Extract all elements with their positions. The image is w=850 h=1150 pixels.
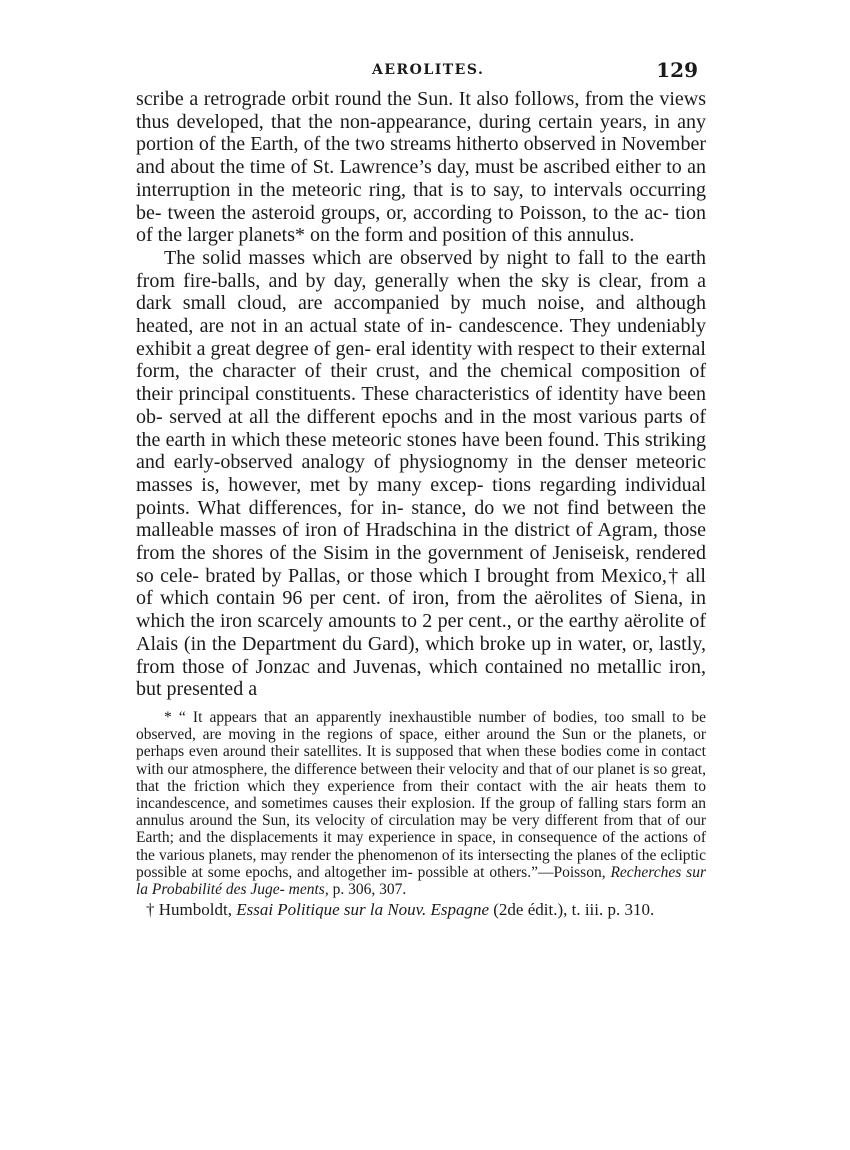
paragraph-2-end: all of which contain 96 per cent. of iron, from the aërolites of Siena, in which the iron scarcely amounts to 2 per cent., or the earthy aërolite of Alais (in the Department du Gard), which broke up in water, or, lastly, from those of Jonzac and Juvenas, which contained no metallic iron, but presented a <box>136 564 706 701</box>
footnote-2-mark: † Humboldt, <box>146 900 237 920</box>
footnote-1-mark: * “ <box>164 708 186 726</box>
footnote-ref-asterisk: * <box>295 224 306 247</box>
page-header <box>136 58 706 88</box>
footnote-1-end: p. 306, 307. <box>328 881 407 899</box>
book-page <box>136 58 706 919</box>
paragraph-2-text: The solid masses which are observed by night to fall to the earth from fire-balls, and by day, generally when the sky is clear, from a dark small cloud, are accompanied by much noise, and although heated, are not in an actual state of in- candescence. They undeniably exhibit a great degree of gen- eral identity with respect to their external form, the character of their crust, and the chemical composition of their principal constituents. These characteristics of identity have been ob- served at all the different epochs and in the most various parts of the earth in which these meteoric stones have been found. This striking and early-observed analogy of physiognomy in the denser meteoric masses is, however, met by many excep- tions regarding individual points. What differences, for in- stance, do we not find between the malleable masses of iron of Hradschina in the district of Agram, those from the shores of the Sisim in the government of Jeniseisk, rendered so cele- brated by Pallas, or those which I brought from Mexico, <box>136 246 706 587</box>
footnote-1-text: It appears that an apparently inexhaustible number of bodies, too small to be observed, are moving in the regions of space, either around the Sun or the planets, or perhaps even around their satellites. It is supposed that when these bodies come in contact with our atmosphere, the difference between their velocity and that of our planet is so great, that the friction which they experience from their contact with the air heats them to incandescence, and sometimes causes their explosion. If the group of falling stars form an annulus around the Sun, its velocity of circulation may be very different from that of our Earth; and the displacements it may experience in space, in consequence of the actions of the various planets, may render the phenomenon of its intersecting the planes of the ecliptic possible at some epochs, and altogether im- possible at others.”—Poisson, <box>136 708 706 881</box>
footnote-humboldt <box>136 900 706 919</box>
footnote-poisson <box>136 709 706 898</box>
paragraph-1-end: on the form and position of this annulus. <box>305 224 635 247</box>
footnote-ref-dagger: † <box>666 564 680 587</box>
footnote-2-end: (2de édit.), t. iii. p. 310. <box>489 900 655 920</box>
body-text <box>136 88 706 701</box>
paragraph-1-text: scribe a retrograde orbit round the Sun. It also follows, from the views thus developed, that the non-appearance, during certain years, in any portion of the Earth, of the two streams hitherto observed in November and about the time of St. Lawrence’s day, must be ascribed either to an interruption in the meteoric ring, that is to say, to intervals occurring be- tween the asteroid groups, or, according to Poisson, to the ac- tion of the larger planets <box>136 88 706 247</box>
footnote-2-title: Essai Politique sur la Nouv. Espagne <box>236 900 489 920</box>
footnote-1-title: Recherches sur la Probabilité des Juge- ments, <box>136 863 706 899</box>
footnotes <box>136 709 706 919</box>
running-head: AEROLITES. <box>372 62 485 78</box>
paragraph-continued <box>136 88 706 247</box>
paragraph-solid-masses <box>136 247 706 701</box>
page-number: 129 <box>656 58 698 82</box>
